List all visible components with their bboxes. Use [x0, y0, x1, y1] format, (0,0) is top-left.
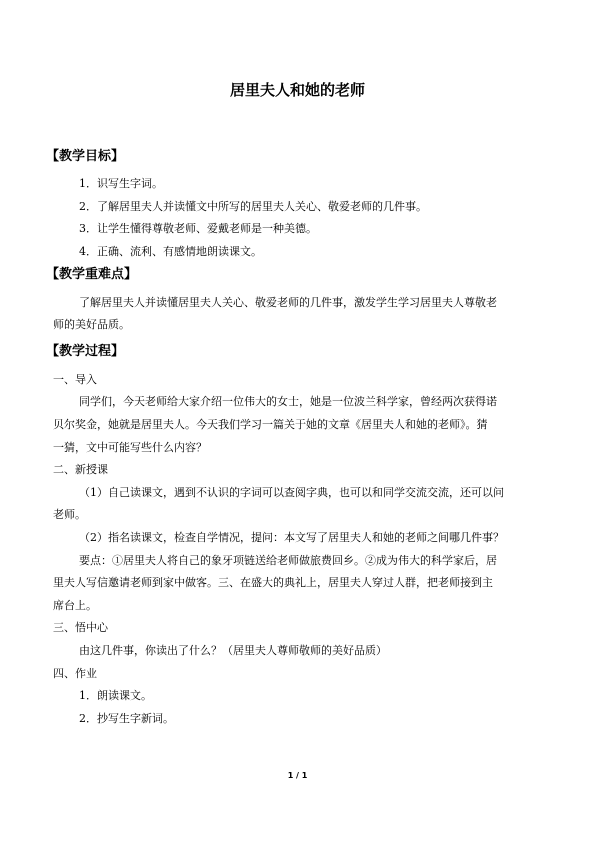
key-points-line-2: 师的美好品质。 [53, 318, 130, 331]
goal-item-3: 3．让学生懂得尊敬老师、爱戴老师是一种美德。 [79, 222, 317, 235]
part1-line-2: 贝尔奖金，她就是居里夫人。今天我们学习一篇关于她的文章《居里夫人和她的老师》。猜 [53, 418, 488, 431]
goal-item-4: 4．正确、流利、有感情地朗读课文。 [79, 245, 262, 258]
homework-item-2: 2．抄写生字新词。 [79, 712, 174, 725]
goal-item-2: 2．了解居里夫人并读懂文中所写的居里夫人关心、敬爱老师的几件事。 [79, 200, 427, 213]
part3-line-1: 由这几件事，你读出了什么？（居里夫人尊师敬师的美好品质） [79, 644, 387, 657]
key-points-line-1: 了解居里夫人并读懂居里夫人关心、敬爱老师的几件事，激发学生学习居里夫人尊敬老 [79, 296, 497, 309]
part2-line-6: 席台上。 [53, 599, 97, 612]
part2-line-2: 老师。 [53, 508, 86, 521]
page-number: 1 / 1 [287, 771, 308, 780]
part3-heading: 三、悟中心 [53, 621, 108, 634]
process-heading: 【教学过程】 [46, 344, 125, 359]
part1-heading: 一、导入 [53, 373, 97, 386]
goals-heading: 【教学目标】 [46, 149, 125, 164]
homework-item-1: 1．朗读课文。 [79, 689, 152, 702]
part2-line-5: 里夫人写信邀请老师到家中做客。三、在盛大的典礼上，居里夫人穿过人群，把老师接到主 [53, 576, 493, 589]
goal-item-1: 1．识写生字词。 [79, 177, 163, 190]
part4-heading: 四、作业 [53, 667, 97, 680]
document-title: 居里夫人和她的老师 [229, 81, 365, 99]
part1-line-1: 同学们，今天老师给大家介绍一位伟大的女士，她是一位波兰科学家，曾经两次获得诺 [79, 395, 497, 408]
part2-line-4: 要点：①居里夫人将自己的象牙项链送给老师做旅费回乡。②成为伟大的科学家后，居 [79, 554, 497, 567]
part2-line-3: （2）指名读课文，检查自学情况，提问：本文写了居里夫人和她的老师之间哪几件事？ [79, 531, 504, 544]
part2-heading: 二、新授课 [53, 463, 108, 476]
key-points-heading: 【教学重难点】 [46, 267, 138, 282]
part1-line-3: 一猜，文中可能写些什么内容？ [53, 441, 207, 454]
part2-line-1: （1）自己读课文，遇到不认识的字词可以查阅字典，也可以和同学交流交流，还可以问 [79, 486, 504, 499]
